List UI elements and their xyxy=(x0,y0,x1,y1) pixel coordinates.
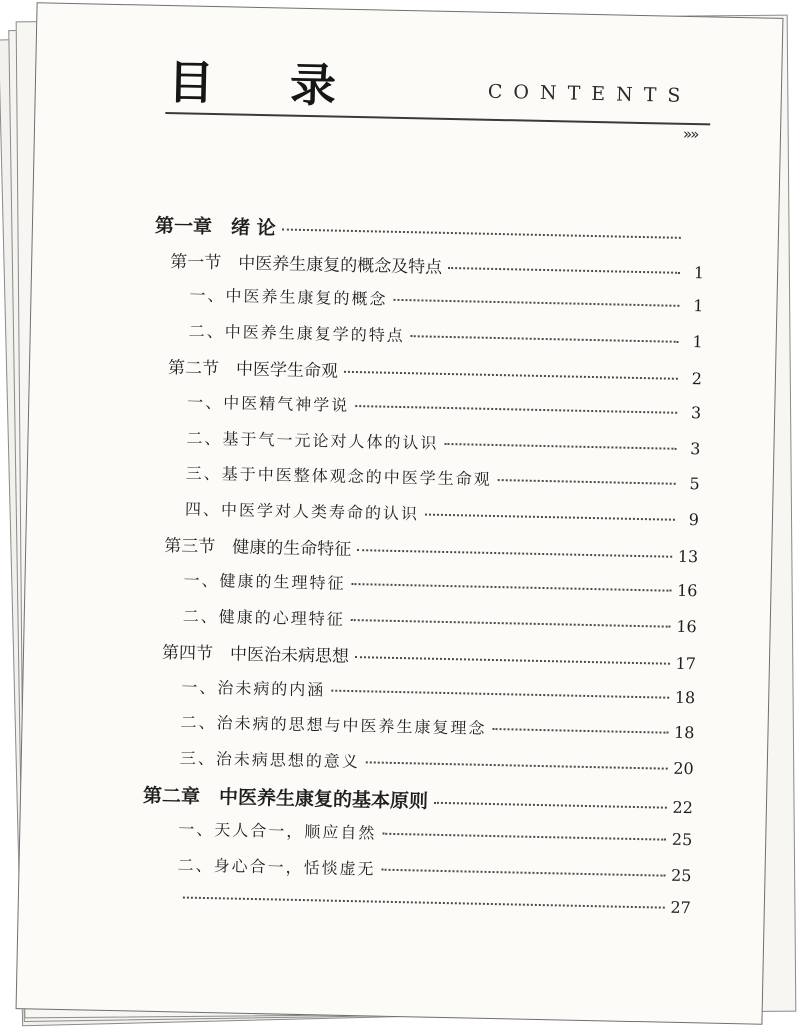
toc-entry-page-number: 25 xyxy=(671,829,693,850)
toc-entry[interactable] xyxy=(143,780,694,822)
toc-entry-page-number: 9 xyxy=(688,509,700,530)
toc-entry-page-number: 1 xyxy=(693,296,704,316)
toc-entry-page-number: 27 xyxy=(670,898,691,918)
toc-entry-title: 二、健康的心理特征 xyxy=(182,606,345,629)
toc-entry-title: 第三节 健康的生命特征 xyxy=(164,536,352,561)
dot-leader xyxy=(382,868,666,876)
dot-leader xyxy=(366,761,668,769)
dot-leader xyxy=(448,267,680,274)
toc-entry-title: 二、身心合一，恬惔虚无 xyxy=(177,855,376,879)
dot-leader xyxy=(331,689,669,698)
toc-entry-page-number: 1 xyxy=(692,331,703,352)
toc-entry[interactable] xyxy=(185,461,700,502)
toc-entry-title: 第四节 中医治未病思想 xyxy=(161,643,350,668)
chevron-right-icon: »» xyxy=(682,124,698,144)
toc-entry-page-number: 20 xyxy=(673,758,694,779)
toc-entry-title: 四、中医学对人类寿命的认识 xyxy=(184,499,420,524)
toc-entry-page-number: 2 xyxy=(691,369,703,389)
toc-entry-page-number: 16 xyxy=(676,616,697,636)
dot-leader xyxy=(282,228,681,238)
toc-entry-page-number: 3 xyxy=(690,438,701,458)
dot-leader xyxy=(411,335,679,343)
toc-entry-page-number: 22 xyxy=(672,797,694,817)
toc-entry-title: 二、中医养生康复学的特点 xyxy=(188,321,405,345)
dot-leader xyxy=(382,833,666,841)
toc-entry[interactable] xyxy=(187,390,702,431)
dot-leader xyxy=(344,371,678,380)
toc-entry-page-number: 1 xyxy=(693,262,705,282)
toc-entry[interactable] xyxy=(185,496,700,537)
toc-entry[interactable] xyxy=(168,354,703,395)
toc-entry[interactable] xyxy=(183,567,698,608)
toc-entry[interactable] xyxy=(179,745,694,786)
toc-entry-page-number: 5 xyxy=(689,474,700,494)
dot-leader xyxy=(355,405,677,414)
toc-entry[interactable] xyxy=(164,531,699,572)
dot-leader xyxy=(444,443,676,450)
dot-leader xyxy=(425,513,675,520)
toc-entry[interactable] xyxy=(177,852,692,893)
toc-entry-title: 一、天人合一，顺应自然 xyxy=(178,819,377,843)
toc-entry-title: 一、中医精气神学说 xyxy=(187,392,350,415)
toc-entry[interactable] xyxy=(176,888,691,929)
toc-entry[interactable] xyxy=(155,211,706,253)
title-divider xyxy=(165,112,710,125)
toc-entry-page-number: 3 xyxy=(690,403,702,423)
toc-entry-page-number: 18 xyxy=(674,687,696,708)
toc-entry[interactable] xyxy=(180,710,695,751)
toc-entry[interactable] xyxy=(162,638,697,679)
toc-entry-title: 第一章 绪 论 xyxy=(154,214,276,240)
dot-leader xyxy=(357,550,672,559)
toc-entry-title: 一、治未病的内涵 xyxy=(181,677,326,700)
dot-leader xyxy=(434,801,667,808)
toc-entry-title: 一、健康的生理特征 xyxy=(183,570,346,593)
dot-leader xyxy=(498,479,676,485)
toc-entry[interactable] xyxy=(170,247,705,288)
page-title: 目 录 xyxy=(167,55,367,114)
toc-entry-title: 二、基于气一元论对人体的认识 xyxy=(186,428,439,453)
toc-entry[interactable] xyxy=(182,603,697,644)
toc-entry-title: 三、基于中医整体观念的中医学生命观 xyxy=(185,463,492,490)
toc-entry[interactable] xyxy=(188,318,703,359)
toc-entry-title: 第一节 中医养生康复的概念及特点 xyxy=(170,251,443,278)
toc-entry[interactable] xyxy=(186,425,701,466)
toc-entry-page-number: 16 xyxy=(676,580,698,601)
toc-entry[interactable] xyxy=(178,817,693,858)
dot-leader xyxy=(393,299,679,307)
toc-entry-title: 第二节 中医学生命观 xyxy=(167,358,339,383)
dot-leader xyxy=(183,897,665,909)
toc-entry-title: 一、中医养生康复的概念 xyxy=(189,285,388,309)
toc-entry-page-number: 13 xyxy=(677,547,699,567)
toc-entry-page-number: 18 xyxy=(673,723,695,743)
dot-leader xyxy=(355,656,670,665)
toc-entry-page-number: 25 xyxy=(670,865,692,885)
toc-entry[interactable] xyxy=(189,283,704,324)
dot-leader xyxy=(492,728,668,734)
dot-leader xyxy=(351,619,671,628)
toc-entry[interactable] xyxy=(181,674,696,715)
toc-entry-title: 二、治未病的思想与中医养生康复理念 xyxy=(180,712,487,739)
toc-entry-title: 第二章 中医养生康复的基本原则 xyxy=(142,784,429,813)
page-subtitle: CONTENTS xyxy=(487,80,692,108)
toc-entry-page-number: 17 xyxy=(675,654,697,674)
toc-entry-title: 三、治未病思想的意义 xyxy=(179,748,361,772)
dot-leader xyxy=(352,583,672,592)
contents-page xyxy=(16,2,784,1024)
